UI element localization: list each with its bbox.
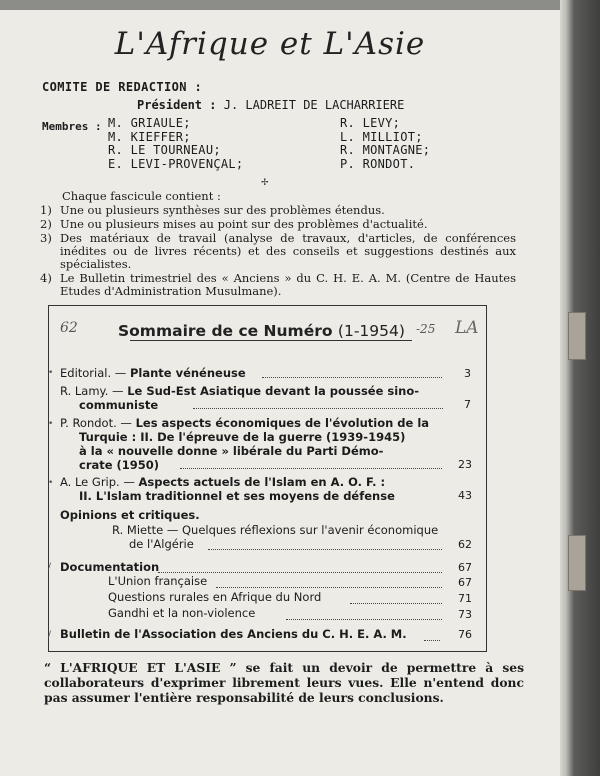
leader-dots [262,377,442,378]
member: E. LEVI-PROVENÇAL; [108,156,244,171]
intro-text: Chaque fascicule contient : [62,189,221,203]
leader-dots [158,572,442,573]
pencil-tick-icon: • [48,368,54,378]
page-number: 3 [464,367,471,380]
leader-dots [424,640,440,641]
pencil-tick-icon: / [48,562,52,572]
sommaire-title: Sommaire de ce Numéro (1-1954) [118,322,405,340]
page-number: 76 [458,628,472,641]
handwritten-note: LA [455,318,479,338]
leader-dots [286,619,442,620]
page-number: 62 [458,538,472,551]
binder-clip [568,312,586,360]
toc-entry-editorial: Editorial. — Plante vénéneuse [60,366,246,380]
member: R. LEVY; [340,116,401,130]
leader-dots [180,468,442,469]
toc-entry-bulletin: Bulletin de l'Association des Anciens du C. H. E. A. M. [60,627,407,641]
toc-entry-rondot: P. Rondot. — Les aspects économiques de l'évolution de la Turquie : II. De l'épreuve de la guerre (1939-1945) à la « nouvelle donne » libérale du Parti Démo- crate (1950) [60,416,430,472]
page-number: 67 [458,576,472,589]
toc-entry-lamy: R. Lamy. — Le Sud-Est Asiatique devant la poussée sino- communiste [60,384,420,412]
doc-item: L'Union française [108,574,208,588]
leader-dots [208,549,442,550]
masthead-title: L'Afrique et L'Asie [114,26,426,62]
opinions-heading: Opinions et critiques. [60,508,200,522]
binding-edge [560,0,600,776]
toc-entry-miette: R. Miette — Quelques réflexions sur l'avenir économique de l'Algérie [112,523,439,551]
toc-entry-legrip: A. Le Grip. — Aspects actuels de l'Islam en A. O. F. : II. L'Islam traditionnel et ses moyens de défense [60,475,395,503]
member: R. MONTAGNE; [340,143,431,157]
handwritten-note: 62 [60,320,78,336]
leader-dots [193,408,443,409]
member: M. GRIAULE; [108,116,191,130]
members-right-column [340,117,430,171]
documentation-heading: Documentation [60,560,160,574]
doc-item: Gandhi et la non-violence [108,606,256,620]
list-item: 1) Une ou plusieurs synthèses sur des problèmes étendus. [40,203,385,217]
page-number: 67 [458,561,472,574]
ornament-icon: ✢ [261,178,269,188]
members-label: Membres : [42,120,102,133]
pencil-tick-icon: • [48,419,54,429]
member: L. MILLIOT; [340,129,423,144]
list-item: 2) Une ou plusieurs mises au point sur des problèmes d'actualité. [40,217,428,231]
page-number: 73 [458,608,472,621]
comite-label: COMITE DE REDACTION : [42,80,203,94]
pencil-tick-icon: / [48,630,52,640]
president-line [137,98,404,112]
leader-dots [216,587,442,588]
member: R. LE TOURNEAU; [108,143,221,157]
doc-item: Questions rurales en Afrique du Nord [108,590,322,604]
member: P. RONDOT. [340,156,416,171]
binder-clip [568,535,586,591]
page-number: 7 [464,398,471,411]
top-edge [0,0,568,10]
list-item: 4) Le Bulletin trimestriel des « Anciens » du C. H. E. A. M. (Centre de Hautes Etudes d'Administration Musulmane). [40,271,516,298]
pencil-tick-icon: • [48,478,54,488]
leader-dots [350,603,442,604]
page-number: 23 [458,458,472,471]
disclaimer-notice: “ L'AFRIQUE ET L'ASIE ” se fait un devoir de permettre à ses collaborateurs d'exprimer librement leurs vues. Elle n'entend donc pas assumer l'entière responsabilité de leurs conclusions. [44,660,524,705]
handwritten-note: -25 [416,322,436,336]
page-number: 71 [458,592,472,605]
president-name: J. LADREIT DE LACHARRIERE [223,98,405,112]
title-underline [130,340,412,341]
list-item: 3) Des matériaux de travail (analyse de travaux, d'articles, de conférences inédites ou de livres récents) et des conseils et suggestions destinés aux spécialistes. [40,231,516,271]
member: M. KIEFFER; [108,129,191,144]
page-number: 43 [458,489,472,502]
president-label: Président : [137,98,217,112]
contents-list [40,204,516,299]
members-left-column [108,117,243,171]
